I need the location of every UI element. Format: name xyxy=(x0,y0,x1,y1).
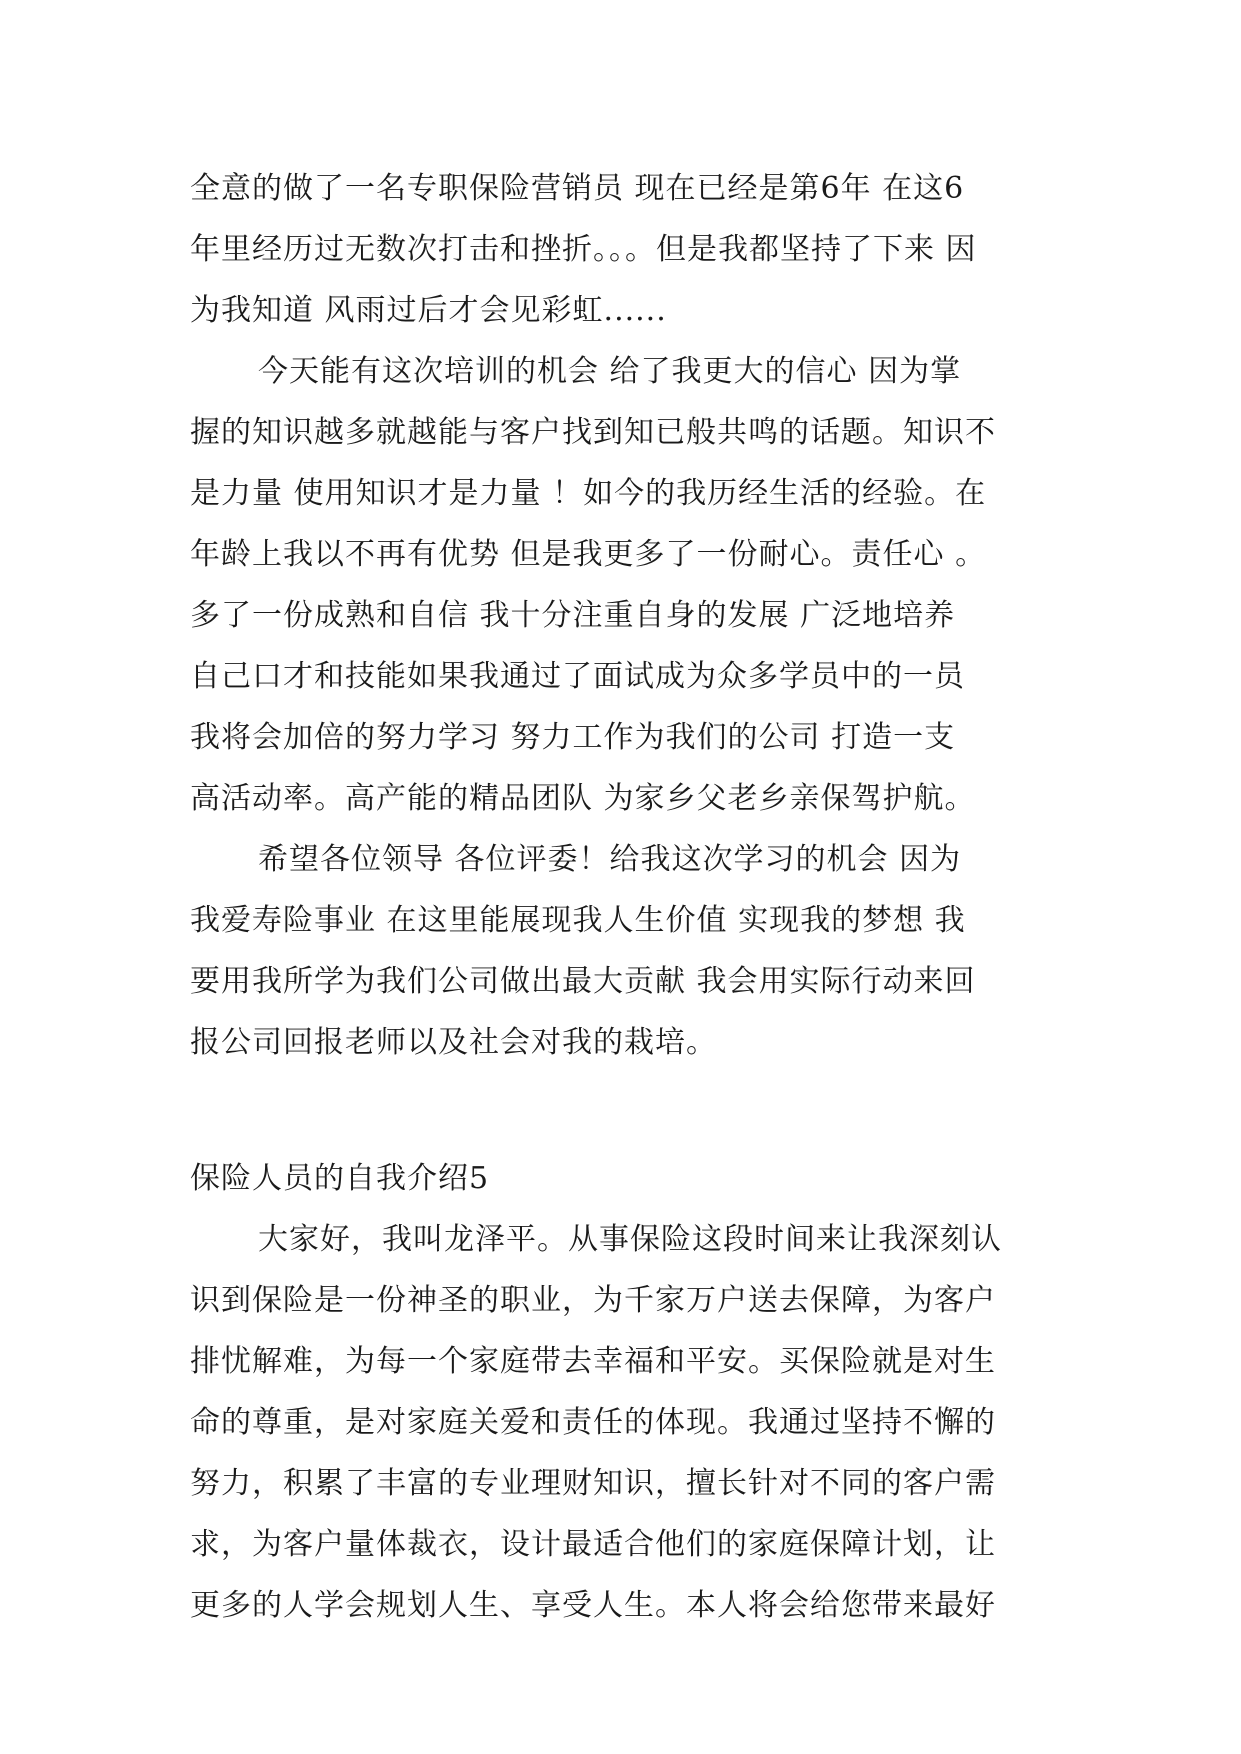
text-line: 年龄上我以不再有优势 但是我更多了一份耐心。责任心 。 xyxy=(190,537,987,572)
text-line: 多了一份成熟和自信 我十分注重自身的发展 广泛地培养 xyxy=(190,598,956,633)
paragraph-hope xyxy=(190,829,1060,1073)
text-line: 自己口才和技能如果我通过了面试成为众多学员中的一员 xyxy=(190,659,965,694)
text-line: 为我知道 风雨过后才会见彩虹...... xyxy=(190,293,667,328)
text-line: 握的知识越多就越能与客户找到知已般共鸣的话题。知识不 xyxy=(190,415,996,450)
text-line: 更多的人学会规划人生、享受人生。本人将会给您带来最好 xyxy=(190,1588,996,1623)
text-line: 年里经历过无数次打击和挫折。。。但是我都坚持了下来 因 xyxy=(190,232,977,267)
text-line: 我将会加倍的努力学习 努力工作为我们的公司 打造一支 xyxy=(190,720,956,755)
text-line: 大家好，我叫龙泽平。从事保险这段时间来让我深刻认 xyxy=(258,1222,1002,1257)
text-line: 要用我所学为我们公司做出最大贡献 我会用实际行动来回 xyxy=(190,964,976,999)
paragraph-introduction xyxy=(190,1209,1060,1636)
paragraph-training xyxy=(190,341,1060,829)
text-line: 希望各位领导 各位评委！给我这次学习的机会 因为 xyxy=(258,842,962,877)
text-line: 今天能有这次培训的机会 给了我更大的信心 因为掌 xyxy=(258,354,962,389)
document-page xyxy=(190,158,1060,1636)
section-gap xyxy=(190,1073,1060,1148)
text-line: 努力，积累了丰富的专业理财知识，擅长针对不同的客户需 xyxy=(190,1466,996,1501)
text-line: 命的尊重，是对家庭关爱和责任的体现。我通过坚持不懈的 xyxy=(190,1405,996,1440)
text-line: 报公司回报老师以及社会对我的栽培。 xyxy=(190,1025,717,1060)
text-line: 是力量 使用知识才是力量 ！如今的我历经生活的经验。在 xyxy=(190,476,987,511)
text-line: 求，为客户量体裁衣，设计最适合他们的家庭保障计划，让 xyxy=(190,1527,996,1562)
section-heading: 保险人员的自我介绍5 xyxy=(190,1161,490,1196)
text-line: 全意的做了一名专职保险营销员 现在已经是第6年 在这6 xyxy=(190,171,965,206)
text-line: 我爱寿险事业 在这里能展现我人生价值 实现我的梦想 我 xyxy=(190,903,966,938)
paragraph-continuation xyxy=(190,158,1060,341)
text-line: 识到保险是一份神圣的职业，为千家万户送去保障，为客户 xyxy=(190,1283,996,1318)
text-line: 排忧解难，为每一个家庭带去幸福和平安。买保险就是对生 xyxy=(190,1344,996,1379)
text-line: 高活动率。高产能的精品团队 为家乡父老乡亲保驾护航。 xyxy=(190,781,976,816)
